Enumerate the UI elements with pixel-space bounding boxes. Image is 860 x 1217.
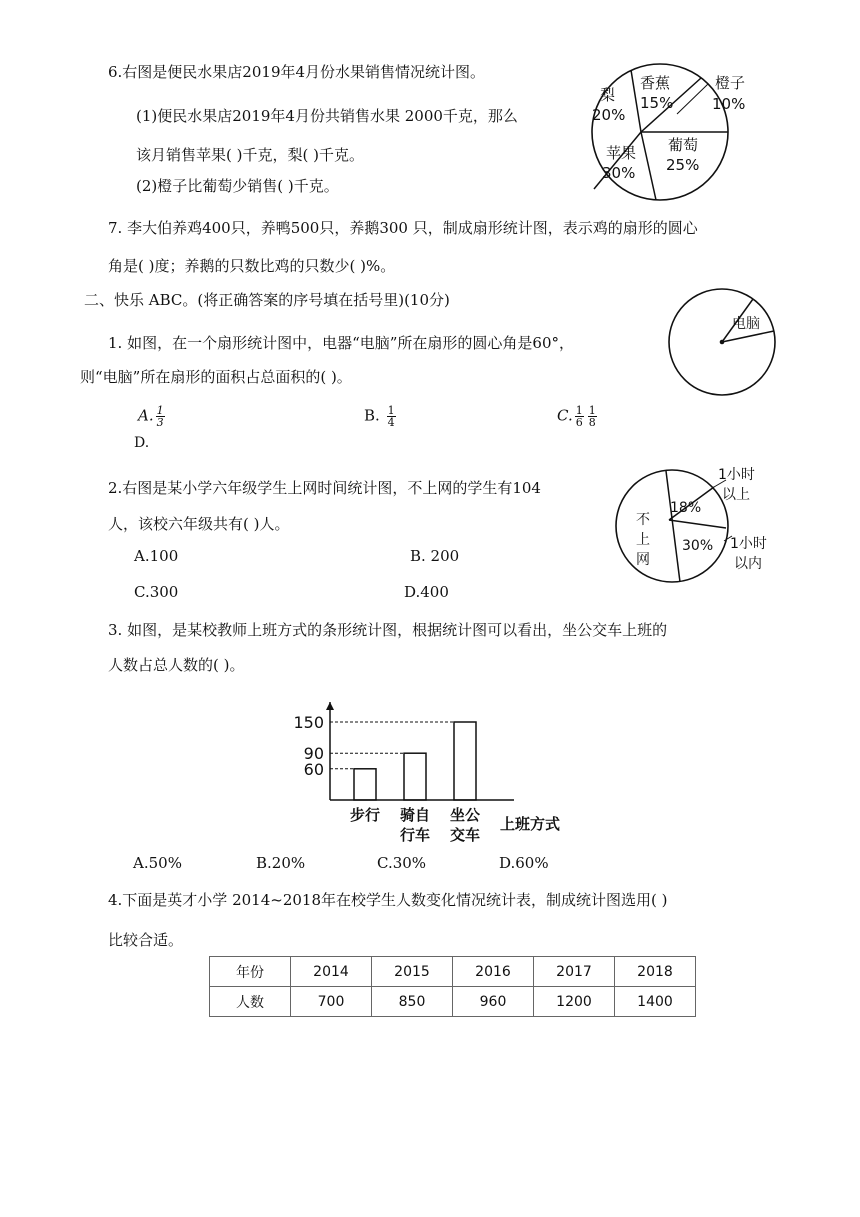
pie-orange-name: 橙子 (715, 74, 746, 92)
s1-option-b: B. $\frac{1}{4}$ (364, 404, 395, 429)
table-cell: 1400 (615, 987, 696, 1017)
over-1h-label-2: 以上 (722, 487, 750, 503)
category-label-1-0: 骑自 (399, 806, 431, 824)
s3-option-c: C.30% (377, 854, 427, 872)
q7-line1: 7. 李大伯养鸡400只，养鸭500只，养鹅300 只，制成扇形统计图，表示鸡的扇形的圆心 (108, 219, 698, 237)
category-label-1-1: 行车 (399, 826, 431, 844)
within-1h-label-1: 1小时 (730, 536, 767, 552)
x-axis-label: 上班方式 (500, 815, 561, 833)
table-cell: 2014 (291, 957, 372, 987)
y-tick-label-2: 150 (293, 713, 324, 732)
fruit-pie-chart (570, 60, 770, 210)
s1-option-a: A. $\frac{1}{3}$ (138, 404, 164, 429)
table-cell: 2015 (372, 957, 453, 987)
student-count-table (209, 956, 696, 1017)
category-label-0-0: 步行 (349, 806, 381, 824)
s3-line1: 3. 如图，是某校教师上班方式的条形统计图，根据统计图可以看出，坐公交车上班的 (108, 621, 668, 639)
pie-apple-pct: 30% (602, 164, 636, 182)
table-cell: 960 (453, 987, 534, 1017)
pie-grape-pct: 25% (666, 156, 700, 174)
s1-line1: 1. 如图，在一个扇形统计图中，电器“电脑”所在扇形的圆心角是60°， (108, 334, 575, 352)
s2-option-d: D.400 (404, 583, 449, 601)
over-1h-label-1: 1小时 (718, 467, 755, 483)
pie-apple-name: 苹果 (606, 144, 637, 162)
s3-option-a: A.50% (133, 854, 182, 872)
computer-pie-chart (666, 284, 776, 404)
q6-part1-line2: 该月销售苹果( )千克，梨( )千克。 (136, 146, 364, 164)
y-tick-label-1: 90 (303, 744, 324, 764)
s3-option-d: D.60% (499, 854, 549, 872)
table-cell: 2018 (615, 957, 696, 987)
table-cell: 1200 (534, 987, 615, 1017)
q6-part1-line1: (1)便民水果店2019年4月份共销售水果 2000千克，那么 (136, 107, 518, 125)
category-label-2-1: 交车 (449, 826, 481, 844)
table-cell: 700 (291, 987, 372, 1017)
s4-line2: 比较合适。 (108, 931, 184, 949)
pie-pear-name: 梨 (600, 86, 616, 104)
table-cell: 2017 (534, 957, 615, 987)
s2-line1: 2.右图是某小学六年级学生上网时间统计图，不上网的学生有104 (108, 479, 541, 497)
no-internet-char-1: 不 (636, 512, 650, 528)
pie-banana-pct: 15% (640, 94, 674, 112)
no-internet-char-2: 上 (636, 532, 650, 548)
s3-option-b: B.20% (256, 854, 306, 872)
over-1h-pct: 18% (670, 500, 702, 516)
bar-2 (454, 722, 476, 800)
table-cell: 人数 (210, 987, 291, 1017)
table-cell: 年份 (210, 957, 291, 987)
computer-slice-label: 电脑 (732, 316, 760, 332)
bar-0 (354, 769, 376, 800)
s2-option-c: C.300 (134, 583, 179, 601)
pie-pear-pct: 20% (592, 106, 626, 124)
s2-option-a: A.100 (134, 547, 179, 565)
table-cell: 850 (372, 987, 453, 1017)
pie-banana-name: 香蕉 (640, 74, 671, 92)
q7-line2: 角是( )度；养鹅的只数比鸡的只数少( )%。 (108, 257, 396, 275)
pie-orange-pct: 10% (712, 95, 746, 113)
s4-line1: 4.下面是英才小学 2014~2018年在校学生人数变化情况统计表，制成统计图选用( ) (108, 891, 668, 909)
bar-1 (404, 753, 426, 800)
s2-line2: 人，该校六年级共有( )人。 (108, 515, 290, 533)
q6-part2: (2)橙子比葡萄少销售( )千克。 (136, 177, 339, 195)
pie-grape-name: 葡萄 (668, 136, 699, 154)
y-axis-arrow (326, 702, 334, 710)
commute-bar-chart (292, 690, 592, 850)
q6-title: 6.右图是便民水果店2019年4月份水果销售情况统计图。 (108, 63, 486, 81)
table-row-header (210, 957, 696, 987)
s3-line2: 人数占总人数的( )。 (108, 656, 245, 674)
s1-option-c: C. $\frac{1}{6}$ $\frac{1}{8}$ (557, 404, 596, 429)
no-internet-char-3: 网 (636, 552, 650, 568)
table-cell: 2016 (453, 957, 534, 987)
within-1h-label-2: 以内 (734, 556, 762, 572)
s2-option-b: B. 200 (410, 547, 460, 565)
y-tick-label-0: 60 (303, 759, 324, 779)
s1-line2: 则“电脑”所在扇形的面积占总面积的( )。 (80, 368, 352, 386)
within-1h-pct: 30% (682, 538, 714, 554)
internet-time-pie-chart (610, 466, 790, 596)
section2-heading: 二、快乐 ABC。(将正确答案的序号填在括号里)(10分) (84, 291, 450, 309)
s1-option-d: D. (134, 435, 150, 451)
table-row-values (210, 987, 696, 1017)
category-label-2-0: 坐公 (449, 806, 481, 824)
